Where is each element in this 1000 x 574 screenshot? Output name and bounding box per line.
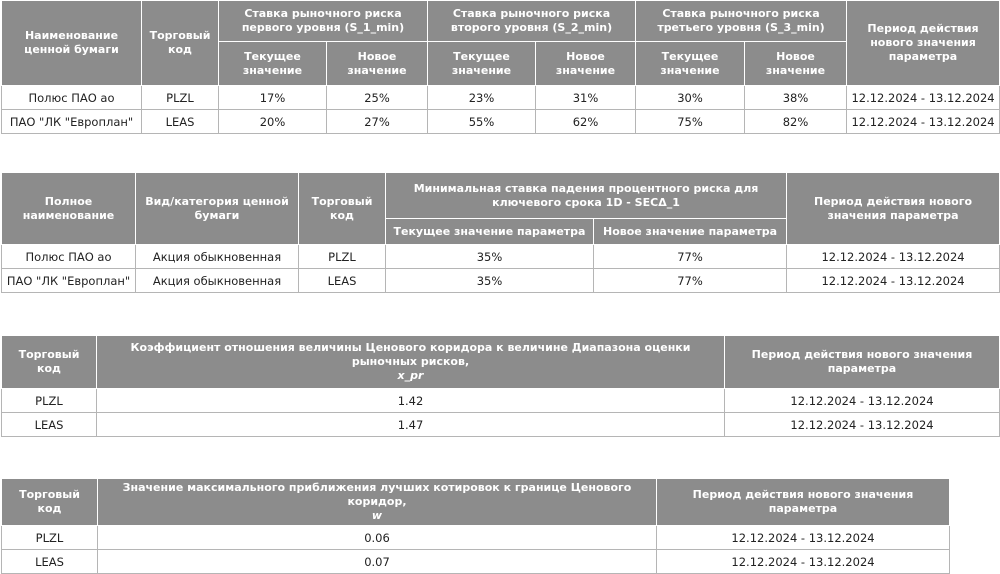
header-value-symbol: w (371, 509, 383, 522)
cell-ticker: LEAS (2, 550, 98, 574)
cell-ticker: PLZL (299, 245, 386, 269)
header-s1: Ставка рыночного риска первого уровня (S_1_min) (219, 1, 428, 42)
table-row (2, 269, 1000, 293)
market-risk-rates-table (1, 0, 1000, 134)
header-s1-new: Новое значение (327, 42, 428, 86)
cell-period: 12.12.2024 - 13.12.2024 (725, 389, 1000, 413)
cell-ticker: PLZL (2, 389, 97, 413)
header-security-name: Наименование ценной бумаги (2, 1, 142, 86)
header-value (98, 479, 657, 526)
header-ticker: Торговый код (142, 1, 219, 86)
cell-category: Акция обыкновенная (136, 269, 299, 293)
header-s2-current: Текущее значение (428, 42, 536, 86)
interest-rate-risk-table (1, 172, 1000, 293)
header-coefficient-text: Коэффициент отношения величины Ценового коридора к величине Диапазона оценки рыночных рисков, (130, 341, 691, 368)
table-row (2, 389, 1000, 413)
header-min-rate: Минимальная ставка падения процентного риска для ключевого срока 1D - SECΔ_1 (386, 173, 787, 219)
header-coefficient-symbol: x_pr (397, 369, 424, 382)
header-category: Вид/категория ценной бумаги (136, 173, 299, 245)
header-current-value: Текущее значение параметра (386, 219, 594, 245)
table-row (2, 110, 1000, 134)
cell-name: ПАО "ЛК "Европлан" (2, 269, 136, 293)
cell-period: 12.12.2024 - 13.12.2024 (725, 413, 1000, 437)
price-corridor-coefficient-table (1, 335, 1000, 437)
cell-s1-current: 20% (219, 110, 327, 134)
cell-s2-new: 62% (536, 110, 636, 134)
header-new-value: Новое значение параметра (594, 219, 787, 245)
cell-period: 12.12.2024 - 13.12.2024 (657, 550, 950, 574)
cell-s2-current: 55% (428, 110, 536, 134)
header-s2: Ставка рыночного риска второго уровня (S_2_min) (428, 1, 636, 42)
header-period: Период действия нового значения параметра (725, 336, 1000, 389)
cell-period: 12.12.2024 - 13.12.2024 (657, 526, 950, 550)
header-full-name: Полное наименование (2, 173, 136, 245)
cell-value: 1.47 (97, 413, 725, 437)
cell-ticker: LEAS (299, 269, 386, 293)
cell-value: 1.42 (97, 389, 725, 413)
cell-value: 0.06 (98, 526, 657, 550)
table-row (2, 526, 950, 550)
cell-period: 12.12.2024 - 13.12.2024 (847, 86, 1000, 110)
cell-s2-new: 31% (536, 86, 636, 110)
cell-period: 12.12.2024 - 13.12.2024 (787, 269, 1000, 293)
cell-current: 35% (386, 245, 594, 269)
cell-s2-current: 23% (428, 86, 536, 110)
cell-new: 77% (594, 269, 787, 293)
cell-s1-new: 25% (327, 86, 428, 110)
cell-s3-new: 82% (745, 110, 847, 134)
header-s3-new: Новое значение (745, 42, 847, 86)
cell-period: 12.12.2024 - 13.12.2024 (787, 245, 1000, 269)
cell-period: 12.12.2024 - 13.12.2024 (847, 110, 1000, 134)
cell-ticker: LEAS (2, 413, 97, 437)
header-value-text: Значение максимального приближения лучших котировок к границе Ценового коридор, (122, 481, 632, 508)
cell-ticker: PLZL (2, 526, 98, 550)
cell-new: 77% (594, 245, 787, 269)
header-period: Период действия нового значения параметра (657, 479, 950, 526)
header-period: Период действия нового значения параметра (847, 1, 1000, 86)
table-row (2, 413, 1000, 437)
cell-s3-current: 75% (636, 110, 745, 134)
best-quote-approach-table (1, 478, 950, 574)
cell-ticker: PLZL (142, 86, 219, 110)
cell-current: 35% (386, 269, 594, 293)
cell-ticker: LEAS (142, 110, 219, 134)
cell-s1-new: 27% (327, 110, 428, 134)
cell-s1-current: 17% (219, 86, 327, 110)
header-ticker: Торговый код (2, 479, 98, 526)
cell-name: ПАО "ЛК "Европлан" (2, 110, 142, 134)
table-row (2, 86, 1000, 110)
cell-category: Акция обыкновенная (136, 245, 299, 269)
header-ticker: Торговый код (299, 173, 386, 245)
table-row (2, 245, 1000, 269)
cell-s3-new: 38% (745, 86, 847, 110)
header-s3: Ставка рыночного риска третьего уровня (S_3_min) (636, 1, 847, 42)
cell-s3-current: 30% (636, 86, 745, 110)
header-ticker: Торговый код (2, 336, 97, 389)
header-s1-current: Текущее значение (219, 42, 327, 86)
cell-name: Полюс ПАО ао (2, 86, 142, 110)
cell-name: Полюс ПАО ао (2, 245, 136, 269)
header-s3-current: Текущее значение (636, 42, 745, 86)
cell-value: 0.07 (98, 550, 657, 574)
table-row (2, 550, 950, 574)
header-s2-new: Новое значение (536, 42, 636, 86)
header-coefficient (97, 336, 725, 389)
header-period: Период действия нового значения параметра (787, 173, 1000, 245)
